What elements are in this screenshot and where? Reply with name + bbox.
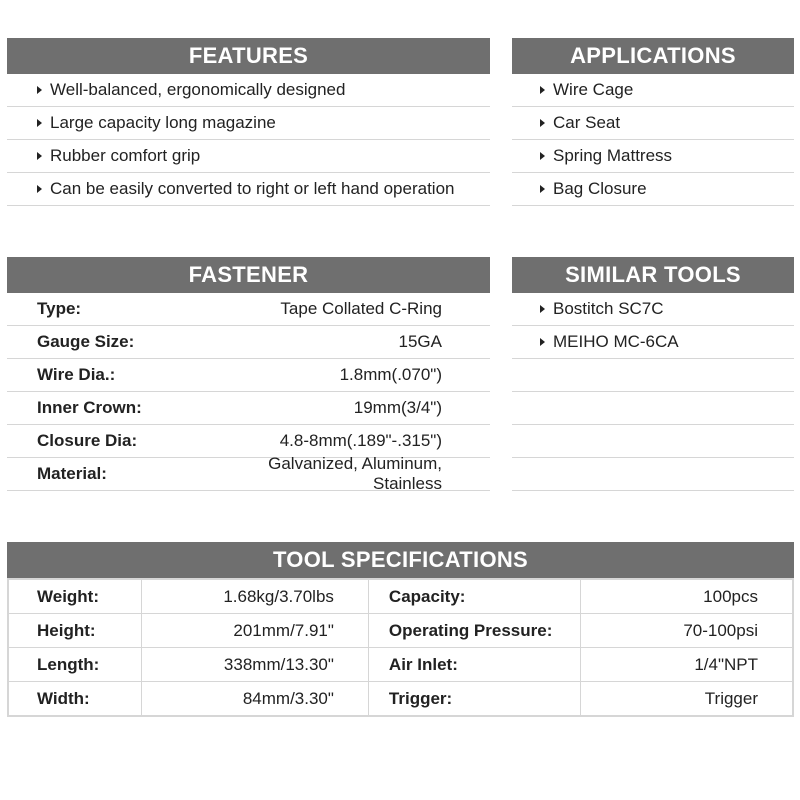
similar-tools-panel [512, 257, 794, 491]
bullet-icon [540, 185, 545, 193]
feature-item: Rubber comfort grip [7, 140, 490, 173]
feature-item: Well-balanced, ergonomically designed [7, 74, 490, 107]
bullet-icon [540, 305, 545, 313]
similar-tool-item: MEIHO MC-6CA [512, 326, 794, 359]
fastener-row: Closure Dia: 4.8-8mm(.189"-.315") [7, 425, 490, 458]
tool-specifications-header: TOOL SPECIFICATIONS [7, 542, 794, 578]
empty-row [512, 392, 794, 425]
similar-tool-item: Bostitch SC7C [512, 293, 794, 326]
application-item: Car Seat [512, 107, 794, 140]
bullet-icon [540, 119, 545, 127]
bullet-icon [37, 86, 42, 94]
bullet-icon [540, 338, 545, 346]
feature-item: Can be easily converted to right or left hand operation [7, 173, 490, 206]
fastener-row: Inner Crown: 19mm(3/4") [7, 392, 490, 425]
fastener-row: Gauge Size: 15GA [7, 326, 490, 359]
empty-row [512, 425, 794, 458]
table-row: Length: 338mm/13.30" Air Inlet: 1/4"NPT [9, 648, 793, 682]
empty-row [512, 458, 794, 491]
fastener-header: FASTENER [7, 257, 490, 293]
table-row: Width: 84mm/3.30" Trigger: Trigger [9, 682, 793, 716]
bullet-icon [37, 119, 42, 127]
table-row: Height: 201mm/7.91" Operating Pressure: 70-100psi [9, 614, 793, 648]
bullet-icon [540, 86, 545, 94]
specifications-table [8, 579, 793, 716]
bullet-icon [37, 152, 42, 160]
specifications-table-wrapper [7, 578, 794, 717]
fastener-row: Wire Dia.: 1.8mm(.070") [7, 359, 490, 392]
fastener-panel [7, 257, 490, 491]
features-header: FEATURES [7, 38, 490, 74]
application-item: Spring Mattress [512, 140, 794, 173]
empty-row [512, 359, 794, 392]
similar-tools-header: SIMILAR TOOLS [512, 257, 794, 293]
feature-item: Large capacity long magazine [7, 107, 490, 140]
fastener-row: Type: Tape Collated C-Ring [7, 293, 490, 326]
table-row: Weight: 1.68kg/3.70lbs Capacity: 100pcs [9, 580, 793, 614]
applications-panel [512, 38, 794, 206]
bullet-icon [37, 185, 42, 193]
application-item: Wire Cage [512, 74, 794, 107]
tool-specifications-panel [7, 542, 794, 717]
application-item: Bag Closure [512, 173, 794, 206]
fastener-row: Material: Galvanized, Aluminum, Stainless [7, 458, 490, 491]
features-panel [7, 38, 490, 206]
applications-header: APPLICATIONS [512, 38, 794, 74]
bullet-icon [540, 152, 545, 160]
